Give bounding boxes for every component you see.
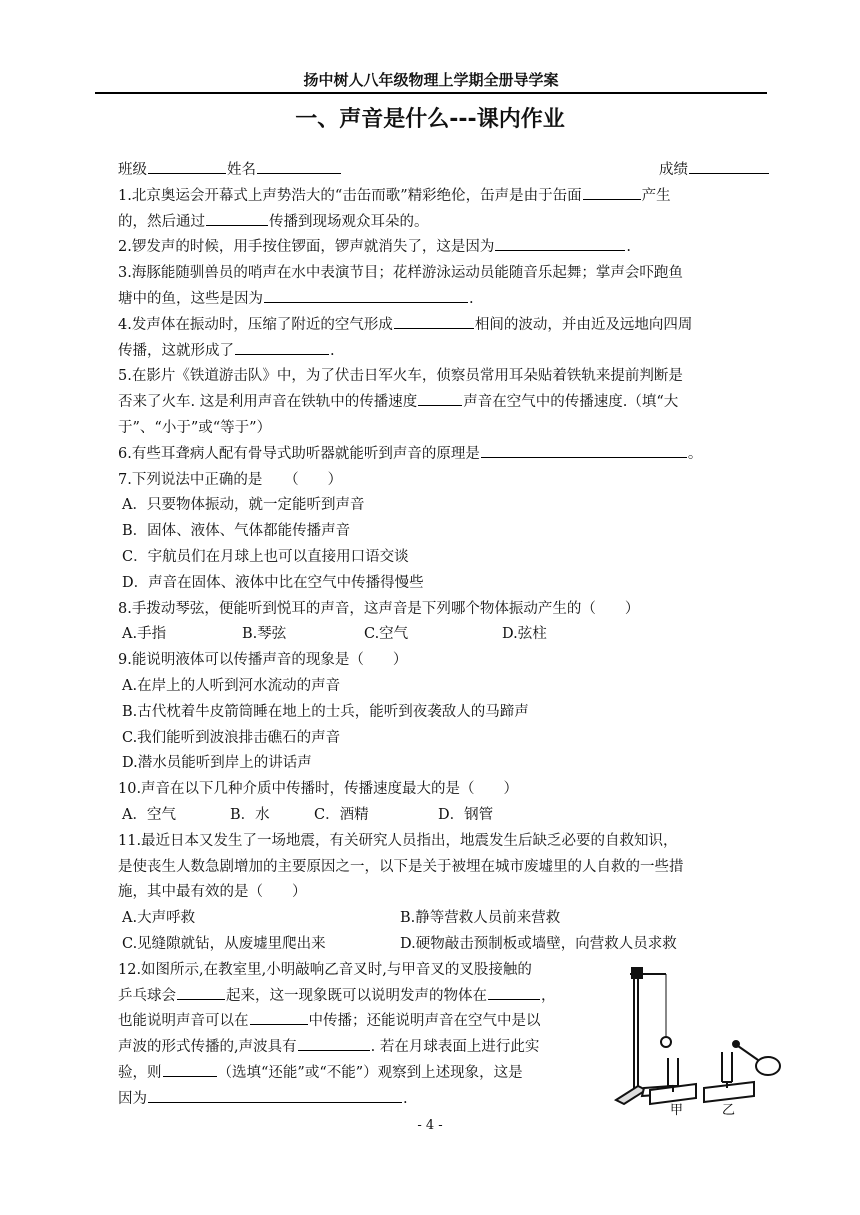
- q12-blank6[interactable]: [148, 1087, 402, 1103]
- q6-line: 6.有些耳聋病人配有骨导式助听器就能听到声音的原理是 。: [118, 442, 770, 468]
- q12-blank1[interactable]: [177, 984, 225, 1000]
- q8-option-a: A.手指: [122, 626, 167, 643]
- q4-line2: 传播，这就形成了 .: [118, 339, 770, 365]
- q12-line1: 12.如图所示,在教室里,小明敲响乙音叉时,与甲音叉的叉股接触的: [118, 961, 532, 978]
- q12-blank4[interactable]: [298, 1035, 370, 1051]
- q5-blank[interactable]: [418, 390, 462, 406]
- base-yi: [704, 1082, 754, 1102]
- q6-blank[interactable]: [481, 442, 687, 458]
- q12-blank3[interactable]: [250, 1009, 308, 1025]
- q12-blank2[interactable]: [488, 984, 540, 1000]
- q8-option-b: B.琴弦: [242, 626, 287, 643]
- q8-options: [118, 622, 770, 648]
- q12-line4: 声波的形式传播的,声波具有 . 若在月球表面上进行此实: [118, 1035, 770, 1061]
- q12-line6: 因为 .: [118, 1087, 770, 1113]
- q7-option-a: A．只要物体振动，就一定能听到声音: [122, 497, 365, 514]
- q3-line2: 塘中的鱼，这些是因为 .: [118, 287, 770, 313]
- q5-line3: 于”、“小于”或“等于”）: [118, 419, 272, 436]
- score-label: 成绩: [659, 162, 688, 178]
- q11-option-a: A.大声呼救: [122, 910, 196, 927]
- q10-stem: 10.声音在以下几种介质中传播时，传播速度最大的是（ ）: [118, 781, 519, 798]
- label-yi: 乙: [722, 1103, 736, 1118]
- q7-option-d: D．声音在固体、液体中比在空气中传播得慢些: [122, 574, 424, 591]
- q7-option-c: C．宇航员们在月球上也可以直接用口语交谈: [122, 548, 409, 565]
- q11-line1: 11.最近日本又发生了一场地震，有关研究人员指出，地震发生后缺乏必要的自救知识，: [118, 832, 678, 849]
- q8-option-c: C.空气: [364, 626, 409, 643]
- document-header: 扬中树人八年级物理上学期全册导学案: [95, 68, 767, 94]
- info-line: [118, 158, 770, 184]
- q11-option-d: D.硬物敲击预制板或墙壁，向营救人员求救: [400, 935, 677, 952]
- q1-blank2[interactable]: [206, 210, 268, 226]
- q9-option-b: B.古代枕着牛皮箭筒睡在地上的士兵，能听到夜袭敌人的马蹄声: [122, 703, 529, 720]
- q4-line1: 4.发声体在振动时，压缩了附近的空气形成 相间的波动，并由近及远地向四周: [118, 313, 770, 339]
- q1-line2: 的，然后通过 传播到现场观众耳朵的。: [118, 210, 770, 236]
- class-label: 班级: [118, 162, 147, 178]
- q7-option-b: B．固体、液体、气体都能传播声音: [122, 523, 351, 540]
- q2-line: 2.锣发声的时候，用手按住锣面，锣声就消失了，这是因为 .: [118, 235, 770, 261]
- q9-option-d: D.潜水员能听到岸上的讲话声: [122, 755, 312, 772]
- q5-line1: 5.在影片《铁道游击队》中，为了伏击日军火车，侦察员常用耳朵贴着铁轨来提前判断是: [118, 368, 683, 385]
- q9-option-a: A.在岸上的人听到河水流动的声音: [122, 677, 341, 694]
- q4-blank1[interactable]: [394, 313, 474, 329]
- name-blank[interactable]: [257, 158, 341, 174]
- q11-option-b: B.静等营救人员前来营救: [400, 910, 561, 927]
- q5-line2: 否来了火车. 这是利用声音在铁轨中的传播速度 声音在空气中的传播速度.（填“大: [118, 390, 770, 416]
- q1-blank1[interactable]: [583, 184, 641, 200]
- q11-options-row1: [118, 906, 770, 932]
- q8-stem: 8.手拨动琴弦，便能听到悦耳的声音，这声音是下列哪个物体振动产生的（ ）: [118, 600, 640, 617]
- q10-options: [118, 803, 770, 829]
- q8-option-d: D.弦柱: [502, 626, 547, 643]
- score-blank[interactable]: [689, 158, 769, 174]
- q11-options-row2: [118, 932, 770, 958]
- q2-blank[interactable]: [495, 235, 625, 251]
- ping-pong-ball: [661, 1037, 671, 1047]
- page-title: 一、声音是什么---课内作业: [295, 107, 565, 132]
- q10-option-d: D．钢管: [438, 806, 494, 823]
- q1-line1: 1.北京奥运会开幕式上声势浩大的“击缶而歌”精彩绝伦，缶声是由于缶面 产生: [118, 184, 770, 210]
- class-blank[interactable]: [148, 158, 226, 174]
- name-label: 姓名: [227, 162, 256, 178]
- q9-stem: 9.能说明液体可以传播声音的现象是（ ）: [118, 652, 408, 669]
- mallet-hand: [756, 1057, 780, 1075]
- q12-blank5[interactable]: [163, 1061, 217, 1077]
- q3-blank[interactable]: [264, 287, 468, 303]
- q11-line2: 是使丧生人数急剧增加的主要原因之一，以下是关于被埋在城市废墟里的人自救的一些措: [118, 858, 684, 875]
- label-jia: 甲: [670, 1103, 684, 1118]
- q12-line5: 验，则 （选填“还能”或“不能”）观察到上述现象，这是: [118, 1061, 770, 1087]
- q11-option-c: C.见缝隙就钻，从废墟里爬出来: [122, 935, 326, 952]
- q10-option-b: B．水: [230, 806, 270, 823]
- q12-line3: 也能说明声音可以在 中传播；还能说明声音在空气中是以: [118, 1009, 770, 1035]
- q9-option-c: C.我们能听到波浪排击礁石的声音: [122, 729, 341, 746]
- q3-line1: 3.海豚能随驯兽员的哨声在水中表演节目；花样游泳运动员能随音乐起舞；掌声会吓跑鱼: [118, 265, 683, 282]
- mallet-handle: [738, 1046, 758, 1060]
- q7-stem: 7.下列说法中正确的是 （ ）: [118, 471, 343, 488]
- q11-line3: 施，其中最有效的是（ ）: [118, 884, 307, 901]
- q10-option-c: C．酒精: [314, 806, 369, 823]
- q4-blank2[interactable]: [235, 339, 329, 355]
- q10-option-a: A．空气: [122, 806, 176, 823]
- tuning-fork-figure: [608, 960, 786, 1120]
- page-number: - 4 -: [417, 1118, 443, 1133]
- q12-line2: 乒乓球会 起来，这一现象既可以说明发声的物体在 ，: [118, 984, 770, 1010]
